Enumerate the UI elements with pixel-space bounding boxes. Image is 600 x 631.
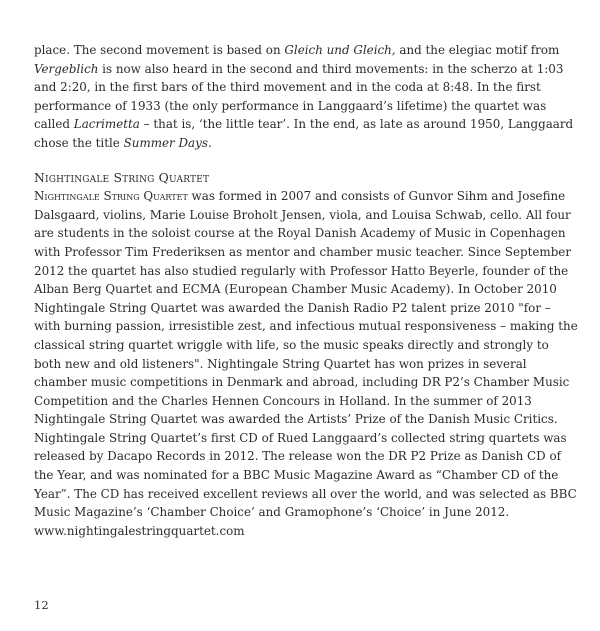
intro-paragraph — [34, 41, 578, 153]
intro-text-4: – that is, ‘the little tear’. In the end, as late as around 1950, Langgaard chose the title — [34, 117, 574, 150]
intro-italic-title-1: Gleich und Gleich, — [284, 43, 396, 57]
bio-lead-name: Nightingale String Quartet — [34, 189, 188, 204]
section-heading: Nightingale String Quartet — [34, 169, 210, 185]
intro-text-1: place. The second movement is based on — [34, 43, 285, 57]
bio-text: was formed in 2007 and consists of Gunvor Sihm and Josefine Dalsgaard, violins, Marie Louise Broholt Jensen, viola, and Louisa Schwab, cello. All four are students in the soloist course at the Royal Danish Academy of Music in Copenhagen with Professor Tim Frederiksen as mentor and chamber music teacher. Since September 2012 the quartet has also studied regularly with Professor Hatto Beyerle, founder of the Alban Berg Quartet and ECMA (European Chamber Music Academy). In October 2010 Nightingale String Quartet was awarded the Danish Radio P2 talent prize 2010 "for – with burning passion, irresistible zest, and infectious mutual responsiveness – making the classical string quartet wriggle with life, so the music speaks directly and strongly to both new and old listeners". Nightingale String Quartet has won prizes in several chamber music competitions in Denmark and abroad, including DR P2’s Chamber Music Competition and the Charles Hennen Concours in Holland. In the summer of 2013 Nightingale String Quartet was awarded the Artists’ Prize of the Danish Music Critics. Nightingale String Quartet’s first CD of Rued Langgaard’s collected string quartets was released by Dacapo Records in 2012. The release won the DR P2 Prize as Danish CD of the Year, and was nominated for a BBC Music Magazine Award as “Chamber CD of the Year”. The CD has received excellent reviews all over the world, and was selected as BBC Music Magazine’s ‘Chamber Choice’ and Gramophone’s ‘Choice’ in June 2012. — [34, 189, 578, 520]
intro-text-3: is now also heard in the second and third movements: in the scherzo at 1:03 and 2:20, in the first bars of the third movement and in the coda at 8:48. In the first performance of 1933 (the only performance in Langgaard’s lifetime) the quartet was called — [34, 61, 564, 132]
website-link[interactable]: www.nightingalestringquartet.com — [34, 523, 245, 538]
intro-text-2: and the elegiac motif from — [395, 43, 560, 57]
bio-paragraph — [34, 187, 578, 522]
intro-italic-title-4: Summer Days. — [123, 135, 212, 150]
page-number: 12 — [34, 598, 49, 612]
document-body — [34, 41, 578, 540]
intro-italic-title-3: Lacrimetta — [73, 117, 140, 132]
intro-italic-title-2: Vergeblich — [34, 61, 99, 76]
